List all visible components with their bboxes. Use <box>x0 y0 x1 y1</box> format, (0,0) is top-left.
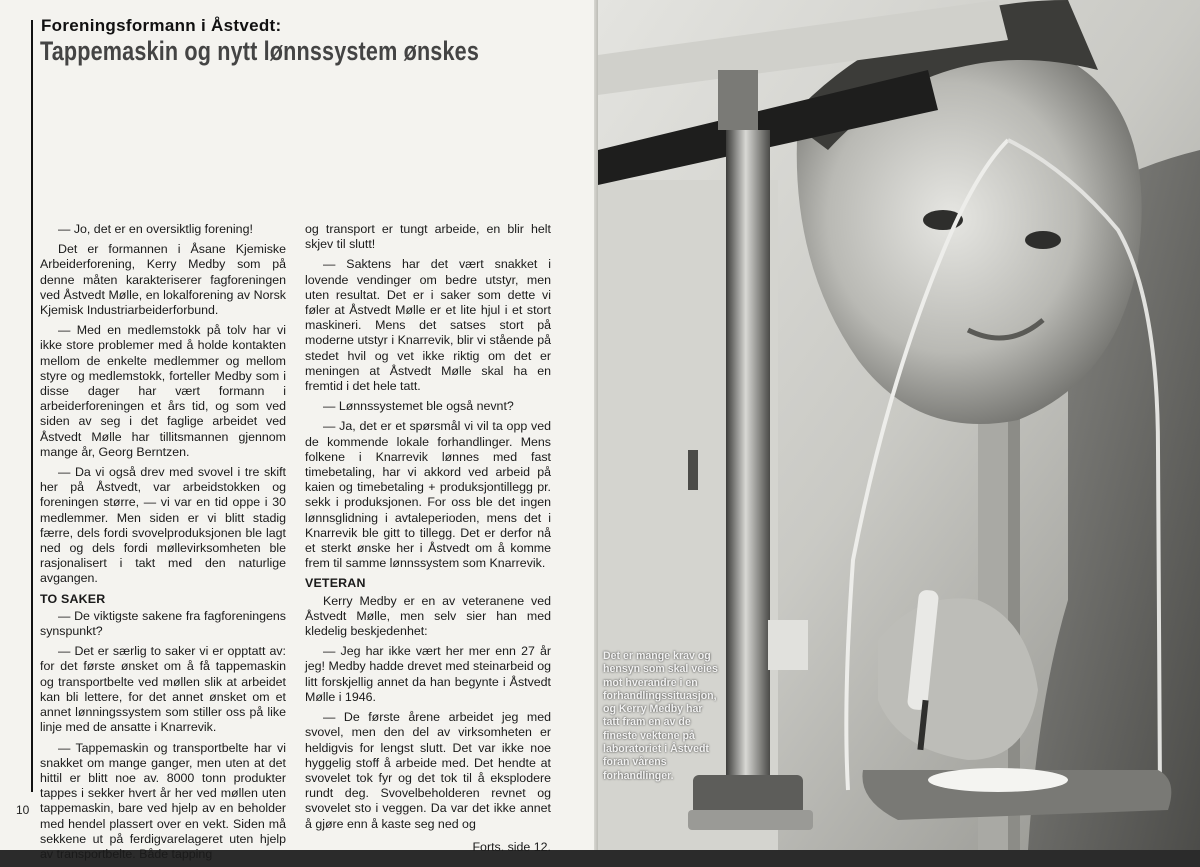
left-page <box>0 0 594 861</box>
paragraph: — Tappemaskin og transportbelte har vi snakket om mange ganger, men uten at det hittil er blitt noe av. 8000 tonn produkter tappes i sekker hvert år her ved møllen uten tappemaskin, bare ved hjelp av en beholder med hendel plassert over en vekt. Siden må sekkene ut på ferdigvarelageret uten hjelp av transportbelte. Både tapping <box>40 740 286 861</box>
photo-caption: Det er mange krav og hensyn som skal veies mot hverandre i en forhandlingssituasjon, og Kerry Medby har tatt fram en av de fineste vektene på laboratoriet i Åstvedt foran vårens forhandlinger. <box>603 650 718 782</box>
paragraph: — Lønnssystemet ble også nevnt? <box>323 399 514 414</box>
paragraph: — Jo, det er en oversiktlig forening! <box>58 222 253 236</box>
subheading: TO SAKER <box>40 591 106 606</box>
vertical-rule <box>31 20 33 792</box>
text-column-1 <box>40 222 286 867</box>
paragraph: Det er formannen i Åsane Kjemiske Arbeiderforening, Kerry Medby som på denne måten karakteriserer fagforeningen ved Åstvedt Mølle, en lokalforening av Norsk Kjemisk Industriarbeiderforbund. <box>40 242 286 318</box>
paragraph: og transport er tungt arbeide, en blir helt skjev til slutt! <box>305 222 551 252</box>
paragraph: Kerry Medby er en av veteranene ved Åstvedt Mølle, men selv sier han med kledelig beskjedenhet: <box>305 593 551 639</box>
paragraph: — Med en medlemstokk på tolv har vi ikke store problemer med å holde kontakten mellom de enkelte medlemmer og mellom styre og medlemstokk, forteller Medby som i disse dager har vært formann i arbeiderforeningen et års tid, og som ved siden av seg i det faglige arbeidet ved Åstvedt Mølle har tillitsmannen gjennom mange år, Georg Berntzen. <box>40 323 286 459</box>
paragraph: — Jeg har ikke vært her mer enn 27 år jeg! Medby hadde drevet med steinarbeid og litt forskjellig annet da han begynte i Åstvedt Mølle i 1946. <box>305 644 551 704</box>
paragraph: — Da vi også drev med svovel i tre skift her på Åstvedt, var arbeidstokken og foreningen større, — vi var en tid oppe i 30 medlemmer. Men siden er vi blitt stadig færre, dels fordi svovelproduksjonen ble lagt ned og dels fordi møllevirksomheten ble rasjonalisert i takt med den naturlige avgangen. <box>40 465 286 586</box>
continued-note: Forts. side 12. <box>472 839 551 854</box>
paragraph: — Saktens har det vært snakket i lovende vendinger om bedre utstyr, men uten resultat. Det er i saker som dette vi føler at Åstvedt Mølle er et lite hjul i et stort maskineri. Mens det satses stort på moderne utstyr i Knarrevik, blir vi stående på stedet hvil og vet ikke riktig om det er meningen at Åstvedt Mølle skal ha en fremtid i det hele tatt. <box>305 257 551 394</box>
paragraph: — De første årene arbeidet jeg med svovel, men den del av virksomheten er heldigvis for lengst slutt. Det var ikke noe hyggelig stoff å arbeide med. Det hendte at svovelet tok fyr og det tok til å eksplodere rundt deg. Svovelbeholderen revnet og svovelet sto i veggen. Da var det ikke annet å gjøre enn å kaste seg ned og <box>305 710 551 831</box>
paragraph: — De viktigste sakene fra fagforeningens synspunkt? <box>40 608 286 639</box>
article-headline: Tappemaskin og nytt lønnssystem ønskes <box>40 36 479 66</box>
subheading: VETERAN <box>305 576 366 591</box>
page-number: 10 <box>16 803 30 817</box>
article-kicker: Foreningsformann i Åstvedt: <box>41 16 282 35</box>
paragraph: — Det er særlig to saker vi er opptatt av: for det første ønsket om å få tappemaskin og transportbelte ved møllen slik at arbeidet kan bli lettere, for det annet ønsket om et annet lønningssystem som stiller oss på like linje med de ansatte i Knarrevik. <box>40 644 286 735</box>
text-column-2 <box>305 222 551 860</box>
paragraph: — Ja, det er et spørsmål vi vil ta opp ved de kommende lokale forhandlinger. Mens folkene i Knarrevik lønnes med fast timebetaling, har vi akkord ved arbeid på kaien og timebetaling + produksjontillegg pr. sekk i produksjonen. For oss ble det ingen lønnsglidning i avtaleperioden, mens det i Knarrevik ble gitt to tillegg. Det er derfor nå et sterkt ønske her i Åstvedt om å komme frem til samme lønnssystem som Knarrevik. <box>305 419 551 571</box>
